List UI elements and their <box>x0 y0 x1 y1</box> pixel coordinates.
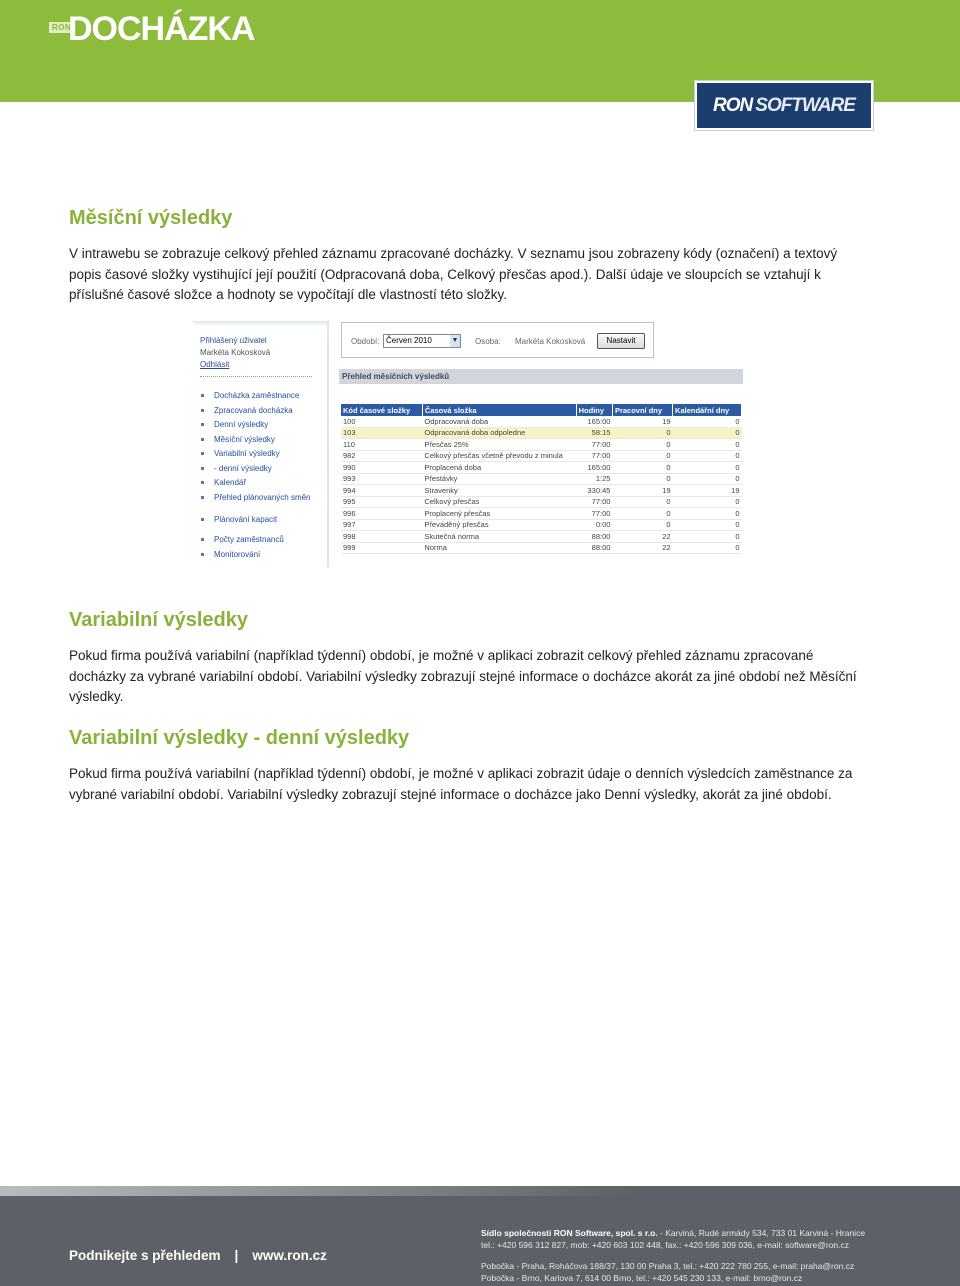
sidebar-nav-main <box>200 391 311 529</box>
table-cell: 1:25 <box>576 473 612 485</box>
bullet-icon <box>201 538 204 541</box>
table-cell: 22 <box>612 542 672 554</box>
sidebar-nav-label: Monitorování <box>214 549 261 559</box>
sidebar-nav-label: Docházka zaměstnance <box>214 391 300 400</box>
period-select[interactable] <box>383 334 461 348</box>
table-cell: Přesčas 25% <box>422 439 576 451</box>
sidebar-nav-item[interactable] <box>200 515 311 530</box>
logged-user-heading: Přihlášený uživatel <box>200 336 267 345</box>
table-cell: 0 <box>612 450 672 462</box>
sidebar-nav-label: - denní výsledky <box>214 463 272 473</box>
sidebar-nav-label: Kalendář <box>214 478 247 487</box>
person-label: Osoba: <box>475 337 501 346</box>
table-cell: Přestávky <box>422 473 576 485</box>
logo-ron-text: RON <box>713 94 753 116</box>
table-cell: 0 <box>673 519 742 531</box>
app-sidebar <box>193 321 329 567</box>
footer-url-link[interactable]: www.ron.cz <box>252 1248 327 1263</box>
table-cell: 165:00 <box>576 462 612 474</box>
sidebar-nav-label: Měsíční výsledky <box>214 434 275 444</box>
table-cell: 0 <box>612 473 672 485</box>
sidebar-nav-label: Variabilní výsledky <box>214 449 280 458</box>
col-header-component[interactable]: Časová složka <box>422 404 576 416</box>
logo-software-text: SOFTWARE <box>755 94 855 116</box>
table-cell: 0 <box>673 462 742 474</box>
table-cell: Odpracovaná doba <box>422 416 576 427</box>
table-cell: Převáděný přesčas <box>422 519 576 531</box>
footer-separator: | <box>234 1248 239 1263</box>
table-cell: 0 <box>612 496 672 508</box>
table-row[interactable] <box>341 427 742 439</box>
table-cell: 0:00 <box>576 519 612 531</box>
footer-highlight <box>0 1186 640 1196</box>
table-cell: Odpracovaná doba odpoledne <box>422 427 576 439</box>
table-cell: Celkový přesčas <box>422 496 576 508</box>
table-cell: 165:00 <box>576 416 612 427</box>
table-cell: 19 <box>612 416 672 427</box>
section-heading-variabilni-denni: Variabilní výsledky - denní výsledky <box>69 727 410 749</box>
section-heading-mesicni: Měsíční výsledky <box>69 207 233 229</box>
footer-slogan-block <box>69 1248 327 1263</box>
table-row[interactable] <box>341 519 742 531</box>
table-row[interactable] <box>341 416 742 427</box>
table-row[interactable] <box>341 531 742 543</box>
logout-link[interactable]: Odhlásit <box>200 360 230 369</box>
logged-user-name: Markéta Kokosková <box>200 348 271 357</box>
section-text-mesicni: V intrawebu se zobrazuje celkový přehled záznamu zpracované docházky. V seznamu jsou zobrazeny kódy (označení) a textový popis časové složky vystihující její použití (Odpracovaná doba, Celkový přesčas apod.). Další údaje ve sloupcích se vztahují k příslušné časové složce a hodnoty se vypočítají dle vlastností této složky. <box>69 246 838 302</box>
col-header-hours[interactable]: Hodiny <box>576 404 612 416</box>
sidebar-nav-item[interactable] <box>200 493 311 515</box>
table-row[interactable] <box>341 450 742 462</box>
sidebar-nav-label: Přehled plánovaných směn <box>214 492 311 502</box>
sidebar-nav-label: Počty zaměstnanců <box>214 535 284 544</box>
sidebar-nav-item[interactable] <box>200 550 284 565</box>
bullet-icon <box>201 394 204 397</box>
table-cell: 0 <box>612 439 672 451</box>
table-row[interactable] <box>341 439 742 451</box>
sidebar-nav-item[interactable] <box>200 420 311 435</box>
section-text-variabilni: Pokud firma používá variabilní (například týdenní) období, je možné v aplikaci zobrazit celkový přehled záznamu zpracované docházky za vybrané variabilní období. Variabilní výsledky zobrazují stejné informace o docházce akorát za jiné období než Měsíční výsledky. <box>69 648 857 704</box>
table-cell: 0 <box>612 427 672 439</box>
filter-box <box>341 322 654 358</box>
document-title: DOCHÁZKA <box>68 10 255 48</box>
table-header-row <box>341 404 742 416</box>
col-header-workdays[interactable]: Pracovní dny <box>612 404 672 416</box>
bullet-icon <box>201 467 204 470</box>
table-cell: 0 <box>673 496 742 508</box>
footer-hq-company: Sídlo společnosti RON Software, spol. s r.o. <box>481 1228 658 1238</box>
table-cell: Proplacený přesčas <box>422 508 576 520</box>
sidebar-nav-item[interactable] <box>200 449 311 464</box>
table-row[interactable] <box>341 496 742 508</box>
bullet-icon <box>201 423 204 426</box>
table-cell: 0 <box>673 473 742 485</box>
table-cell: 77:00 <box>576 439 612 451</box>
sidebar-divider <box>200 376 312 377</box>
table-cell: Stravenky <box>422 485 576 497</box>
table-row[interactable] <box>341 462 742 474</box>
panel-title: Přehled měsíčních výsledků <box>339 369 743 384</box>
table-cell: 77:00 <box>576 496 612 508</box>
sidebar-nav-item[interactable] <box>200 391 311 406</box>
footer-hq-address: - Karviná, Rudé armády 534, 733 01 Karviná - Hranice <box>657 1228 866 1238</box>
results-table <box>341 404 742 554</box>
table-cell: 0 <box>612 462 672 474</box>
table-cell: 996 <box>341 508 422 520</box>
col-header-caldays[interactable]: Kalendářní dny <box>673 404 742 416</box>
table-cell: 0 <box>673 450 742 462</box>
table-cell: Norma <box>422 542 576 554</box>
table-cell: 22 <box>612 531 672 543</box>
col-header-code[interactable]: Kód časové složky <box>341 404 422 416</box>
sidebar-nav-label: Denní výsledky <box>214 420 269 429</box>
section-heading-variabilni: Variabilní výsledky <box>69 609 248 631</box>
bullet-icon <box>201 481 204 484</box>
table-cell: 0 <box>673 416 742 427</box>
chevron-down-icon: ▼ <box>450 335 460 347</box>
table-cell: 103 <box>341 427 422 439</box>
app-screenshot <box>193 321 745 569</box>
bullet-icon <box>201 452 204 455</box>
table-cell: 0 <box>673 531 742 543</box>
table-cell: 77:00 <box>576 508 612 520</box>
table-cell: Proplacená doba <box>422 462 576 474</box>
set-button[interactable]: Nastavit <box>597 333 645 349</box>
sidebar-nav-label: Zpracovaná docházka <box>214 405 293 415</box>
table-cell: 990 <box>341 462 422 474</box>
table-cell: 0 <box>673 439 742 451</box>
table-cell: 998 <box>341 531 422 543</box>
table-cell: 88:00 <box>576 542 612 554</box>
footer-hq-contact: tel.: +420 596 312 827, mob: +420 603 102 448, fax.: +420 596 309 036, e-mail: software@ron.cz <box>481 1240 850 1250</box>
table-cell: 994 <box>341 485 422 497</box>
period-label: Období: <box>351 337 380 346</box>
table-cell: 330:45 <box>576 485 612 497</box>
table-cell: 997 <box>341 519 422 531</box>
table-row[interactable] <box>341 508 742 520</box>
table-cell: Celkový přesčas včetně převodu z minula <box>422 450 576 462</box>
table-cell: Skutečná norma <box>422 531 576 543</box>
section-text-variabilni-denni: Pokud firma používá variabilní (například týdenní) období, je možné v aplikaci zobrazit údaje o denních výsledcích zaměstnance za vybrané variabilní období. Variabilní výsledky zobrazují stejné informace o docházce jako Denní výsledky, akorát za jiné období. <box>69 766 853 802</box>
sidebar-nav-item[interactable] <box>200 478 311 493</box>
table-cell: 77:00 <box>576 450 612 462</box>
table-cell: 982 <box>341 450 422 462</box>
table-row[interactable] <box>341 542 742 554</box>
footer-contacts <box>481 1227 951 1284</box>
sidebar-nav-secondary <box>200 535 284 564</box>
ron-mini-logo: RON <box>49 22 74 33</box>
table-cell: 110 <box>341 439 422 451</box>
bullet-icon <box>201 409 204 412</box>
bullet-icon <box>201 438 204 441</box>
table-cell: 0 <box>673 427 742 439</box>
footer-slogan: Podnikejte s přehledem <box>69 1248 221 1263</box>
table-cell: 0 <box>673 542 742 554</box>
results-table-body <box>341 416 742 554</box>
table-cell: 88:00 <box>576 531 612 543</box>
table-cell: 19 <box>612 485 672 497</box>
table-row[interactable] <box>341 473 742 485</box>
ron-software-logo <box>695 81 873 130</box>
period-select-value: Červen 2010 <box>386 336 432 345</box>
footer-branch-brno: Pobočka - Brno, Karlova 7, 614 00 Brno, tel.: +420 545 230 133, e-mail: brno@ron.cz <box>481 1273 803 1283</box>
table-cell: 995 <box>341 496 422 508</box>
sidebar-nav-item[interactable] <box>200 464 311 479</box>
table-cell: 19 <box>673 485 742 497</box>
table-cell: 0 <box>673 508 742 520</box>
table-cell: 0 <box>612 519 672 531</box>
table-cell: 993 <box>341 473 422 485</box>
footer-branch-praha: Pobočka - Praha, Roháčova 188/37, 130 00 Praha 3, tel.: +420 222 780 255, e-mail: praha@ron.cz <box>481 1261 855 1271</box>
sidebar-nav-label: Plánování kapacit <box>214 514 278 524</box>
table-cell: 58:15 <box>576 427 612 439</box>
table-cell: 0 <box>612 508 672 520</box>
table-cell: 999 <box>341 542 422 554</box>
person-value: Markéta Kokosková <box>515 337 586 346</box>
sidebar-topbar <box>193 321 327 325</box>
footer-hq-line <box>481 1227 951 1239</box>
sidebar-nav-item[interactable] <box>200 435 311 450</box>
sidebar-nav-item[interactable] <box>200 535 284 550</box>
bullet-icon <box>201 553 204 556</box>
bullet-icon <box>201 518 204 521</box>
bullet-icon <box>201 496 204 499</box>
table-cell: 100 <box>341 416 422 427</box>
sidebar-nav-item[interactable] <box>200 406 311 421</box>
table-row[interactable] <box>341 485 742 497</box>
